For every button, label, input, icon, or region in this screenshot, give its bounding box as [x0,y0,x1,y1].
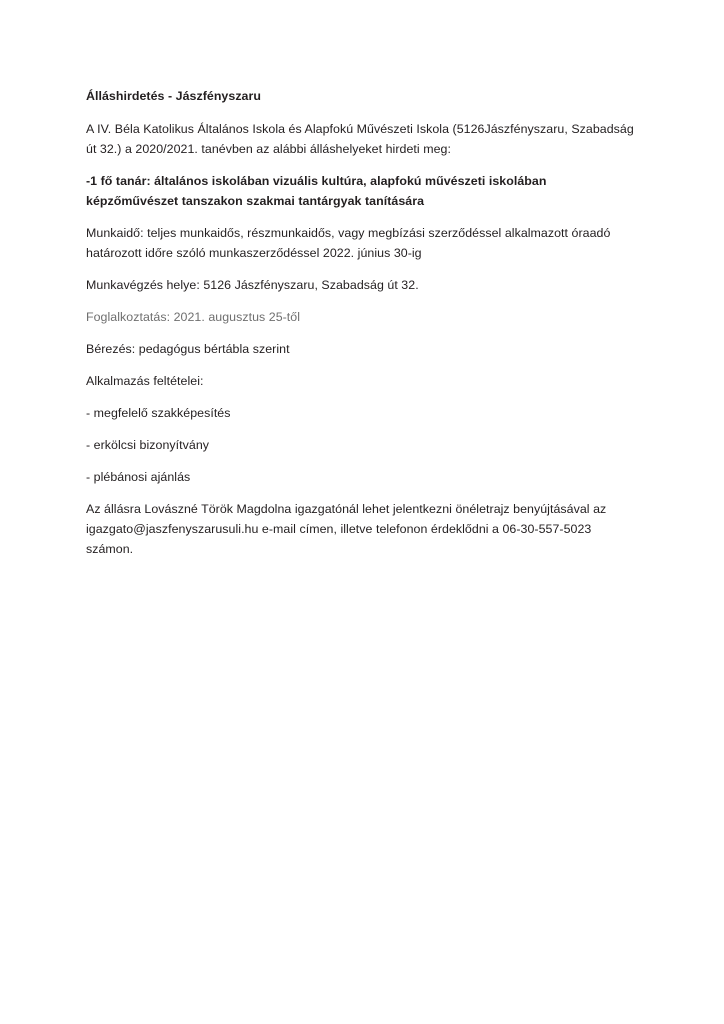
page-title: Álláshirdetés - Jászfényszaru [86,89,261,103]
paragraph-location: Munkavégzés helye: 5126 Jászfényszaru, Szabadság út 32. [86,278,419,292]
document-body [86,86,636,559]
list-item: - plébánosi ajánlás [86,470,191,484]
paragraph-intro: A IV. Béla Katolikus Általános Iskola és Alapfokú Művészeti Iskola (5126Jászfényszaru, Szabadság út 32.) a 2020/2021. tanévben az alábbi álláshelyeket hirdeti meg: [86,122,634,156]
paragraph-employment-start: Foglalkoztatás: 2021. augusztus 25-től [86,310,301,324]
paragraph-salary: Bérezés: pedagógus bértábla szerint [86,342,290,356]
list-item: - erkölcsi bizonyítvány [86,438,210,452]
paragraph-worktime: Munkaidő: teljes munkaidős, részmunkaidős, vagy megbízási szerződéssel alkalmazott óraadó határozott időre szóló munkaszerződéssel 2022. június 30-ig [86,226,611,260]
paragraph-conditions-heading: Alkalmazás feltételei: [86,374,204,388]
list-item: - megfelelő szakképesítés [86,406,231,420]
paragraph-position: -1 fő tanár: általános iskolában vizuális kultúra, alapfokú művészeti iskolában képzőművészet tanszakon szakmai tantárgyak tanítására [86,174,547,208]
paragraph-contact: Az állásra Lovászné Török Magdolna igazgatónál lehet jelentkezni önéletrajz benyújtásával az igazgato@jaszfenyszarusuli.hu e-mail címen, illetve telefonon érdeklődni a 06-30-557-5023 számon. [86,502,607,556]
